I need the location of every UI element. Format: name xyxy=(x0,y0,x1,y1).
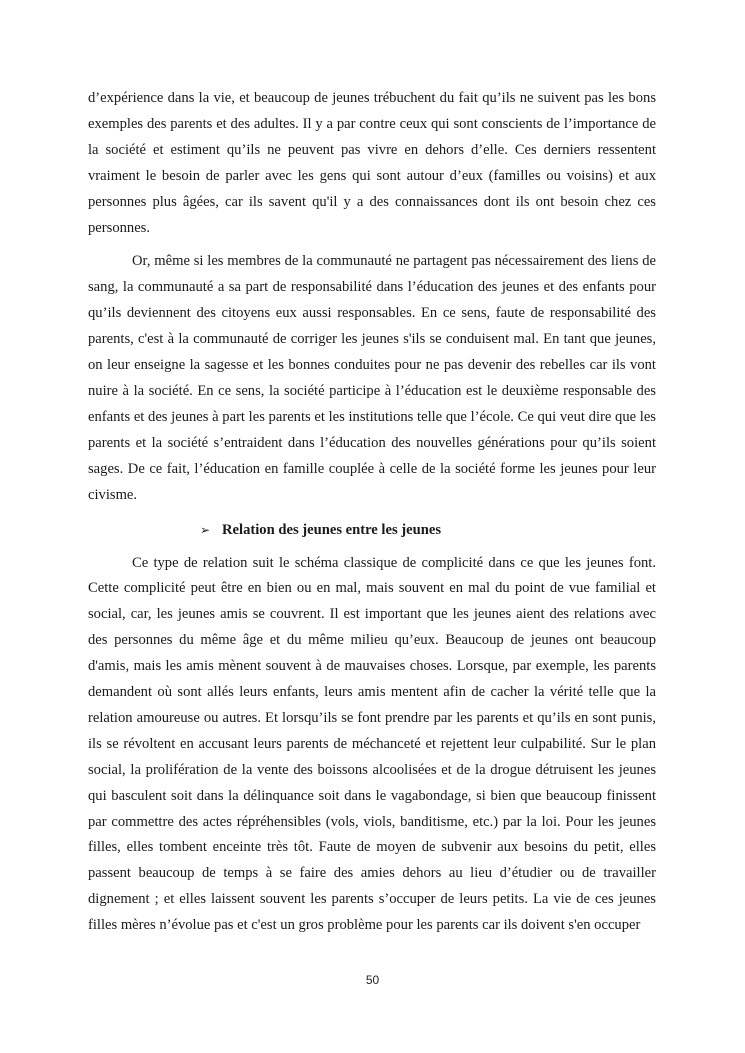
paragraph-spacer xyxy=(88,241,656,249)
page-body xyxy=(88,86,656,939)
paragraph-spacer xyxy=(88,543,656,551)
section-heading-text: Relation des jeunes entre les jeunes xyxy=(222,521,442,538)
section-heading xyxy=(88,517,656,543)
paragraph-community-responsibility: Or, même si les membres de la communauté ne partagent pas nécessairement des liens de sang, la communauté a sa part de responsabilité dans l’éducation des jeunes et des enfants pour qu’ils deviennent des citoyens eux aussi responsables. En ce sens, faute de responsabilité des parents, c'est à la communauté de corriger les jeunes s'ils se conduisent mal. En tant que jeunes, on leur enseigne la sagesse et les bonnes conduites pour ne pas devenir des rebelles car ils vont nuire à la société. En ce sens, la société participe à l’éducation est le deuxième responsable des enfants et des jeunes à part les parents et les institutions telle que l’école. Ce qui veut dire que les parents et la société s’entraident dans l’éducation des nouvelles générations pour qu’ils soient sages. De ce fait, l’éducation en famille couplée à celle de la société forme les jeunes pour leur civisme. xyxy=(88,253,656,503)
arrow-bullet-icon: ➢ xyxy=(200,522,211,537)
paragraph-continued: d’expérience dans la vie, et beaucoup de jeunes trébuchent du fait qu’ils ne suivent pas les bons exemples des parents et des adultes. Il y a par contre ceux qui sont conscients de l’importance de la société et estiment qu’ils ne peuvent pas vivre en dehors d’elle. Ces derniers ressentent vraiment le besoin de parler avec les gens qui sont autour d’eux (familles ou voisins) et aux personnes plus âgées, car ils savent qu'il y a des connaissances dont ils ont besoin chez ces personnes. xyxy=(88,90,656,236)
paragraph-youth-relations: Ce type de relation suit le schéma classique de complicité dans ce que les jeunes font. Cette complicité peut être en bien ou en mal, mais souvent en mal du point de vue familial et social, car, les jeunes amis se couvrent. Il est important que les jeunes aient des relations avec des personnes du même âge et du même milieu qu’eux. Beaucoup de jeunes ont beaucoup d'amis, mais les amis mènent souvent à de mauvaises choses. Lorsque, par exemple, les parents demandent où sont allés leurs enfants, leurs amis mentent afin de cacher la vérité telle que la relation amoureuse ou autres. Et lorsqu’ils se font prendre par les parents et qu’ils en sont punis, ils se révoltent en accusant leurs parents de méchanceté et rejettent leur culpabilité. Sur le plan social, la prolifération de la vente des boissons alcoolisées et de la drogue détruisent les jeunes qui basculent soit dans la délinquance soit dans le vagabondage, si bien que beaucoup finissent par commettre des actes répréhensibles (vols, viols, banditisme, etc.) par la loi. Pour les jeunes filles, elles tombent enceinte très tôt. Faute de moyen de subvenir aux besoins du petit, elles passent beaucoup de temps à se faire des amies dehors au lieu d’étudier ou de travailler dignement ; et elles laissent souvent les parents s’occuper de leurs petits. La vie de ces jeunes filles mères n’évolue pas et c'est un gros problème pour les parents car ils doivent s'en occuper xyxy=(88,554,656,934)
paragraph-spacer xyxy=(88,509,656,517)
page-number: 50 xyxy=(365,973,380,987)
